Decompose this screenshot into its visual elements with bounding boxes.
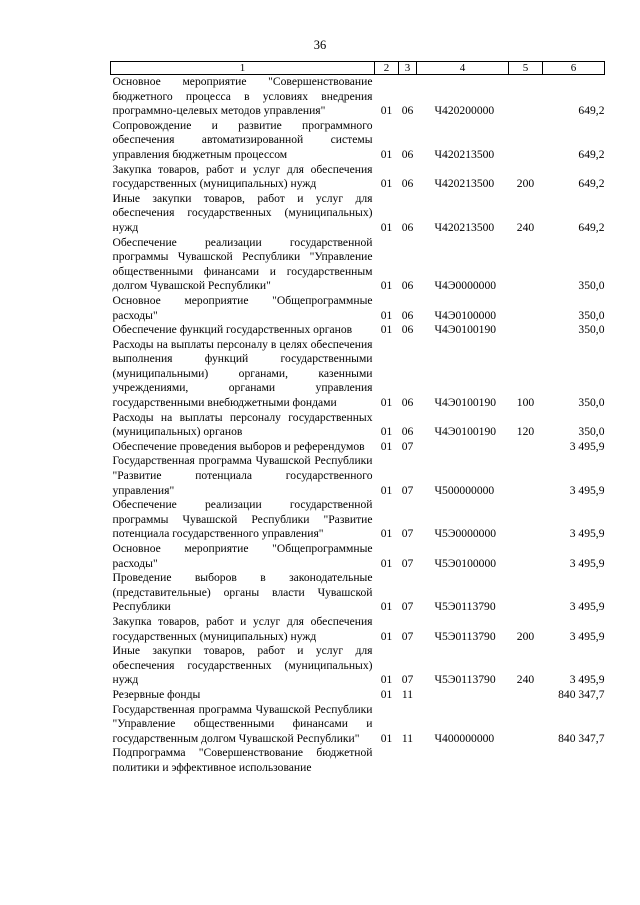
table-row [111, 644, 605, 688]
row-section: 01 [380, 396, 393, 410]
row-expense-type [509, 236, 543, 294]
row-expense-type: 240 [516, 673, 535, 687]
row-section: 01 [380, 147, 393, 161]
row-amount: 3 495,9 [569, 556, 605, 570]
row-subsection: 07 [401, 556, 414, 570]
row-name: Сопровождение и развитие программного обеспечения автоматизированной системы управления бюджетным процессом [112, 118, 373, 161]
row-section: 01 [380, 177, 393, 191]
row-target-code: Ч420200000 [434, 104, 495, 118]
row-amount: 3 495,9 [569, 439, 605, 453]
row-name: Основное мероприятие "Общепрограммные расходы" [112, 542, 373, 570]
row-subsection: 06 [401, 220, 414, 234]
row-name: Обеспечение реализации государственной программы Чувашской Республики "Развитие потенциала государственного управления" [112, 498, 373, 541]
row-amount: 649,2 [578, 104, 605, 118]
row-target-code: Ч420213500 [434, 147, 495, 161]
row-name: Обеспечение реализации государственной программы Чувашской Республики "Управление общественными финансами и государственным долгом Чувашской Республики" [112, 235, 373, 293]
table-row [111, 746, 605, 775]
row-name: Обеспечение функций государственных органов [112, 323, 353, 337]
row-expense-type: 240 [516, 220, 535, 234]
row-target-code: Ч4Э0100190 [434, 323, 497, 337]
header-row [111, 62, 605, 75]
row-section: 01 [380, 556, 393, 570]
row-target-code [417, 688, 509, 703]
row-expense-type: 200 [516, 177, 535, 191]
header-col-1: 1 [111, 62, 375, 75]
row-target-code: Ч400000000 [434, 731, 495, 745]
row-amount: 649,2 [578, 147, 605, 161]
row-name: Основное мероприятие "Совершенствование бюджетного процесса в условиях внедрения программно-целевых методов управления" [112, 75, 373, 118]
row-section: 01 [380, 687, 393, 701]
header-col-6: 6 [543, 62, 605, 75]
row-target-code: Ч420213500 [434, 220, 495, 234]
row-subsection: 07 [401, 629, 414, 643]
row-subsection: 07 [401, 483, 414, 497]
row-section: 01 [380, 731, 393, 745]
table-row [111, 615, 605, 644]
row-subsection: 06 [401, 323, 414, 337]
row-amount: 3 495,9 [569, 527, 605, 541]
table-row [111, 75, 605, 119]
row-amount: 3 495,9 [569, 673, 605, 687]
table-row [111, 323, 605, 338]
row-name: Проведение выборов в законодательные (представительные) органы власти Чувашской Республики [112, 571, 373, 614]
row-target-code: Ч500000000 [434, 483, 495, 497]
row-expense-type [509, 454, 543, 498]
row-name: Закупка товаров, работ и услуг для обеспечения государственных (муниципальных) нужд [112, 162, 373, 191]
row-section: 01 [380, 220, 393, 234]
row-subsection: 06 [401, 177, 414, 191]
row-expense-type [509, 498, 543, 542]
row-target-code: Ч420213500 [434, 177, 495, 191]
row-amount: 840 347,7 [558, 731, 605, 745]
table-row [111, 703, 605, 747]
row-expense-type [509, 75, 543, 119]
row-section: 01 [380, 323, 393, 337]
row-section: 01 [380, 104, 393, 118]
row-target-code: Ч5Э0113790 [434, 629, 496, 643]
row-expense-type [509, 688, 543, 703]
row-name: Расходы на выплаты персоналу государственных (муниципальных) органов [112, 410, 373, 439]
header-col-5: 5 [509, 62, 543, 75]
row-section: 01 [380, 425, 393, 439]
row-amount [543, 746, 605, 775]
row-expense-type [509, 440, 543, 455]
row-amount: 350,0 [578, 279, 605, 293]
row-section: 01 [380, 527, 393, 541]
row-target-code: Ч5Э0000000 [434, 527, 497, 541]
row-subsection: 06 [401, 425, 414, 439]
row-subsection: 11 [401, 687, 414, 701]
row-amount: 350,0 [578, 396, 605, 410]
row-subsection [399, 746, 417, 775]
row-amount: 840 347,7 [558, 687, 605, 701]
row-name: Основное мероприятие "Общепрограммные расходы" [112, 293, 373, 322]
row-subsection: 11 [401, 731, 414, 745]
table-row [111, 411, 605, 440]
row-expense-type [509, 571, 543, 615]
row-expense-type [509, 746, 543, 775]
row-target-code [417, 440, 509, 455]
row-amount: 3 495,9 [569, 629, 605, 643]
table-body [111, 75, 605, 776]
row-name: Государственная программа Чувашской Республики "Управление общественными финансами и государственным долгом Чувашской Республики" [112, 702, 373, 745]
row-subsection: 07 [401, 600, 414, 614]
row-section: 01 [380, 600, 393, 614]
table-row [111, 454, 605, 498]
row-section [375, 746, 399, 775]
row-expense-type [509, 294, 543, 323]
table-row [111, 236, 605, 294]
row-amount: 649,2 [578, 220, 605, 234]
row-name: Подпрограмма "Совершенствование бюджетной политики и эффективное использование [112, 746, 373, 774]
header-col-3: 3 [399, 62, 417, 75]
row-section: 01 [380, 629, 393, 643]
table-row [111, 338, 605, 411]
row-expense-type [509, 119, 543, 163]
row-subsection: 07 [401, 673, 414, 687]
row-subsection: 06 [401, 104, 414, 118]
budget-table [110, 61, 605, 776]
row-amount: 649,2 [578, 177, 605, 191]
table-row [111, 192, 605, 236]
row-amount: 3 495,9 [569, 600, 605, 614]
row-expense-type [509, 703, 543, 747]
row-name: Иные закупки товаров, работ и услуг для обеспечения государственных (муниципальных) нужд [112, 191, 373, 234]
row-section: 01 [380, 439, 393, 453]
table-row [111, 571, 605, 615]
row-subsection: 07 [401, 527, 414, 541]
table-row [111, 119, 605, 163]
row-target-code: Ч4Э0100000 [434, 308, 497, 322]
row-subsection: 06 [401, 308, 414, 322]
row-target-code: Ч4Э0000000 [434, 279, 497, 293]
table-row [111, 498, 605, 542]
row-section: 01 [380, 308, 393, 322]
row-name: Расходы на выплаты персоналу в целях обеспечения выполнения функций государственными (муниципальными) органами, казенными учреждениями, органами управления государственными внебюджетными фондами [112, 337, 373, 410]
row-subsection: 06 [401, 279, 414, 293]
header-col-4: 4 [417, 62, 509, 75]
header-col-2: 2 [375, 62, 399, 75]
row-amount: 350,0 [578, 425, 605, 439]
table-row [111, 294, 605, 323]
row-name: Иные закупки товаров, работ и услуг для обеспечения государственных (муниципальных) нужд [112, 644, 373, 687]
row-name: Обеспечение проведения выборов и референдумов [112, 439, 365, 453]
row-target-code: Ч5Э0100000 [434, 556, 497, 570]
row-subsection: 06 [401, 147, 414, 161]
table-row [111, 440, 605, 455]
row-expense-type [509, 323, 543, 338]
row-expense-type: 120 [516, 425, 535, 439]
table-row [111, 688, 605, 703]
row-amount: 3 495,9 [569, 483, 605, 497]
row-subsection: 07 [401, 439, 414, 453]
row-amount: 350,0 [578, 308, 605, 322]
row-name: Резервные фонды [112, 687, 201, 701]
row-expense-type: 100 [516, 396, 535, 410]
row-target-code: Ч5Э0113790 [434, 600, 496, 614]
row-section: 01 [380, 673, 393, 687]
row-section: 01 [380, 483, 393, 497]
row-section: 01 [380, 279, 393, 293]
row-name: Закупка товаров, работ и услуг для обеспечения государственных (муниципальных) нужд [112, 614, 373, 643]
row-name: Государственная программа Чувашской Республики "Развитие потенциала государственного управления" [112, 454, 373, 497]
table-row [111, 542, 605, 571]
row-expense-type [509, 542, 543, 571]
row-subsection: 06 [401, 396, 414, 410]
row-target-code [417, 746, 509, 775]
row-target-code: Ч4Э0100190 [434, 425, 497, 439]
table-row [111, 163, 605, 192]
page-number: 36 [313, 38, 327, 52]
row-expense-type: 200 [516, 629, 535, 643]
row-target-code: Ч5Э0113790 [434, 673, 496, 687]
row-amount: 350,0 [578, 323, 605, 337]
row-target-code: Ч4Э0100190 [434, 396, 497, 410]
